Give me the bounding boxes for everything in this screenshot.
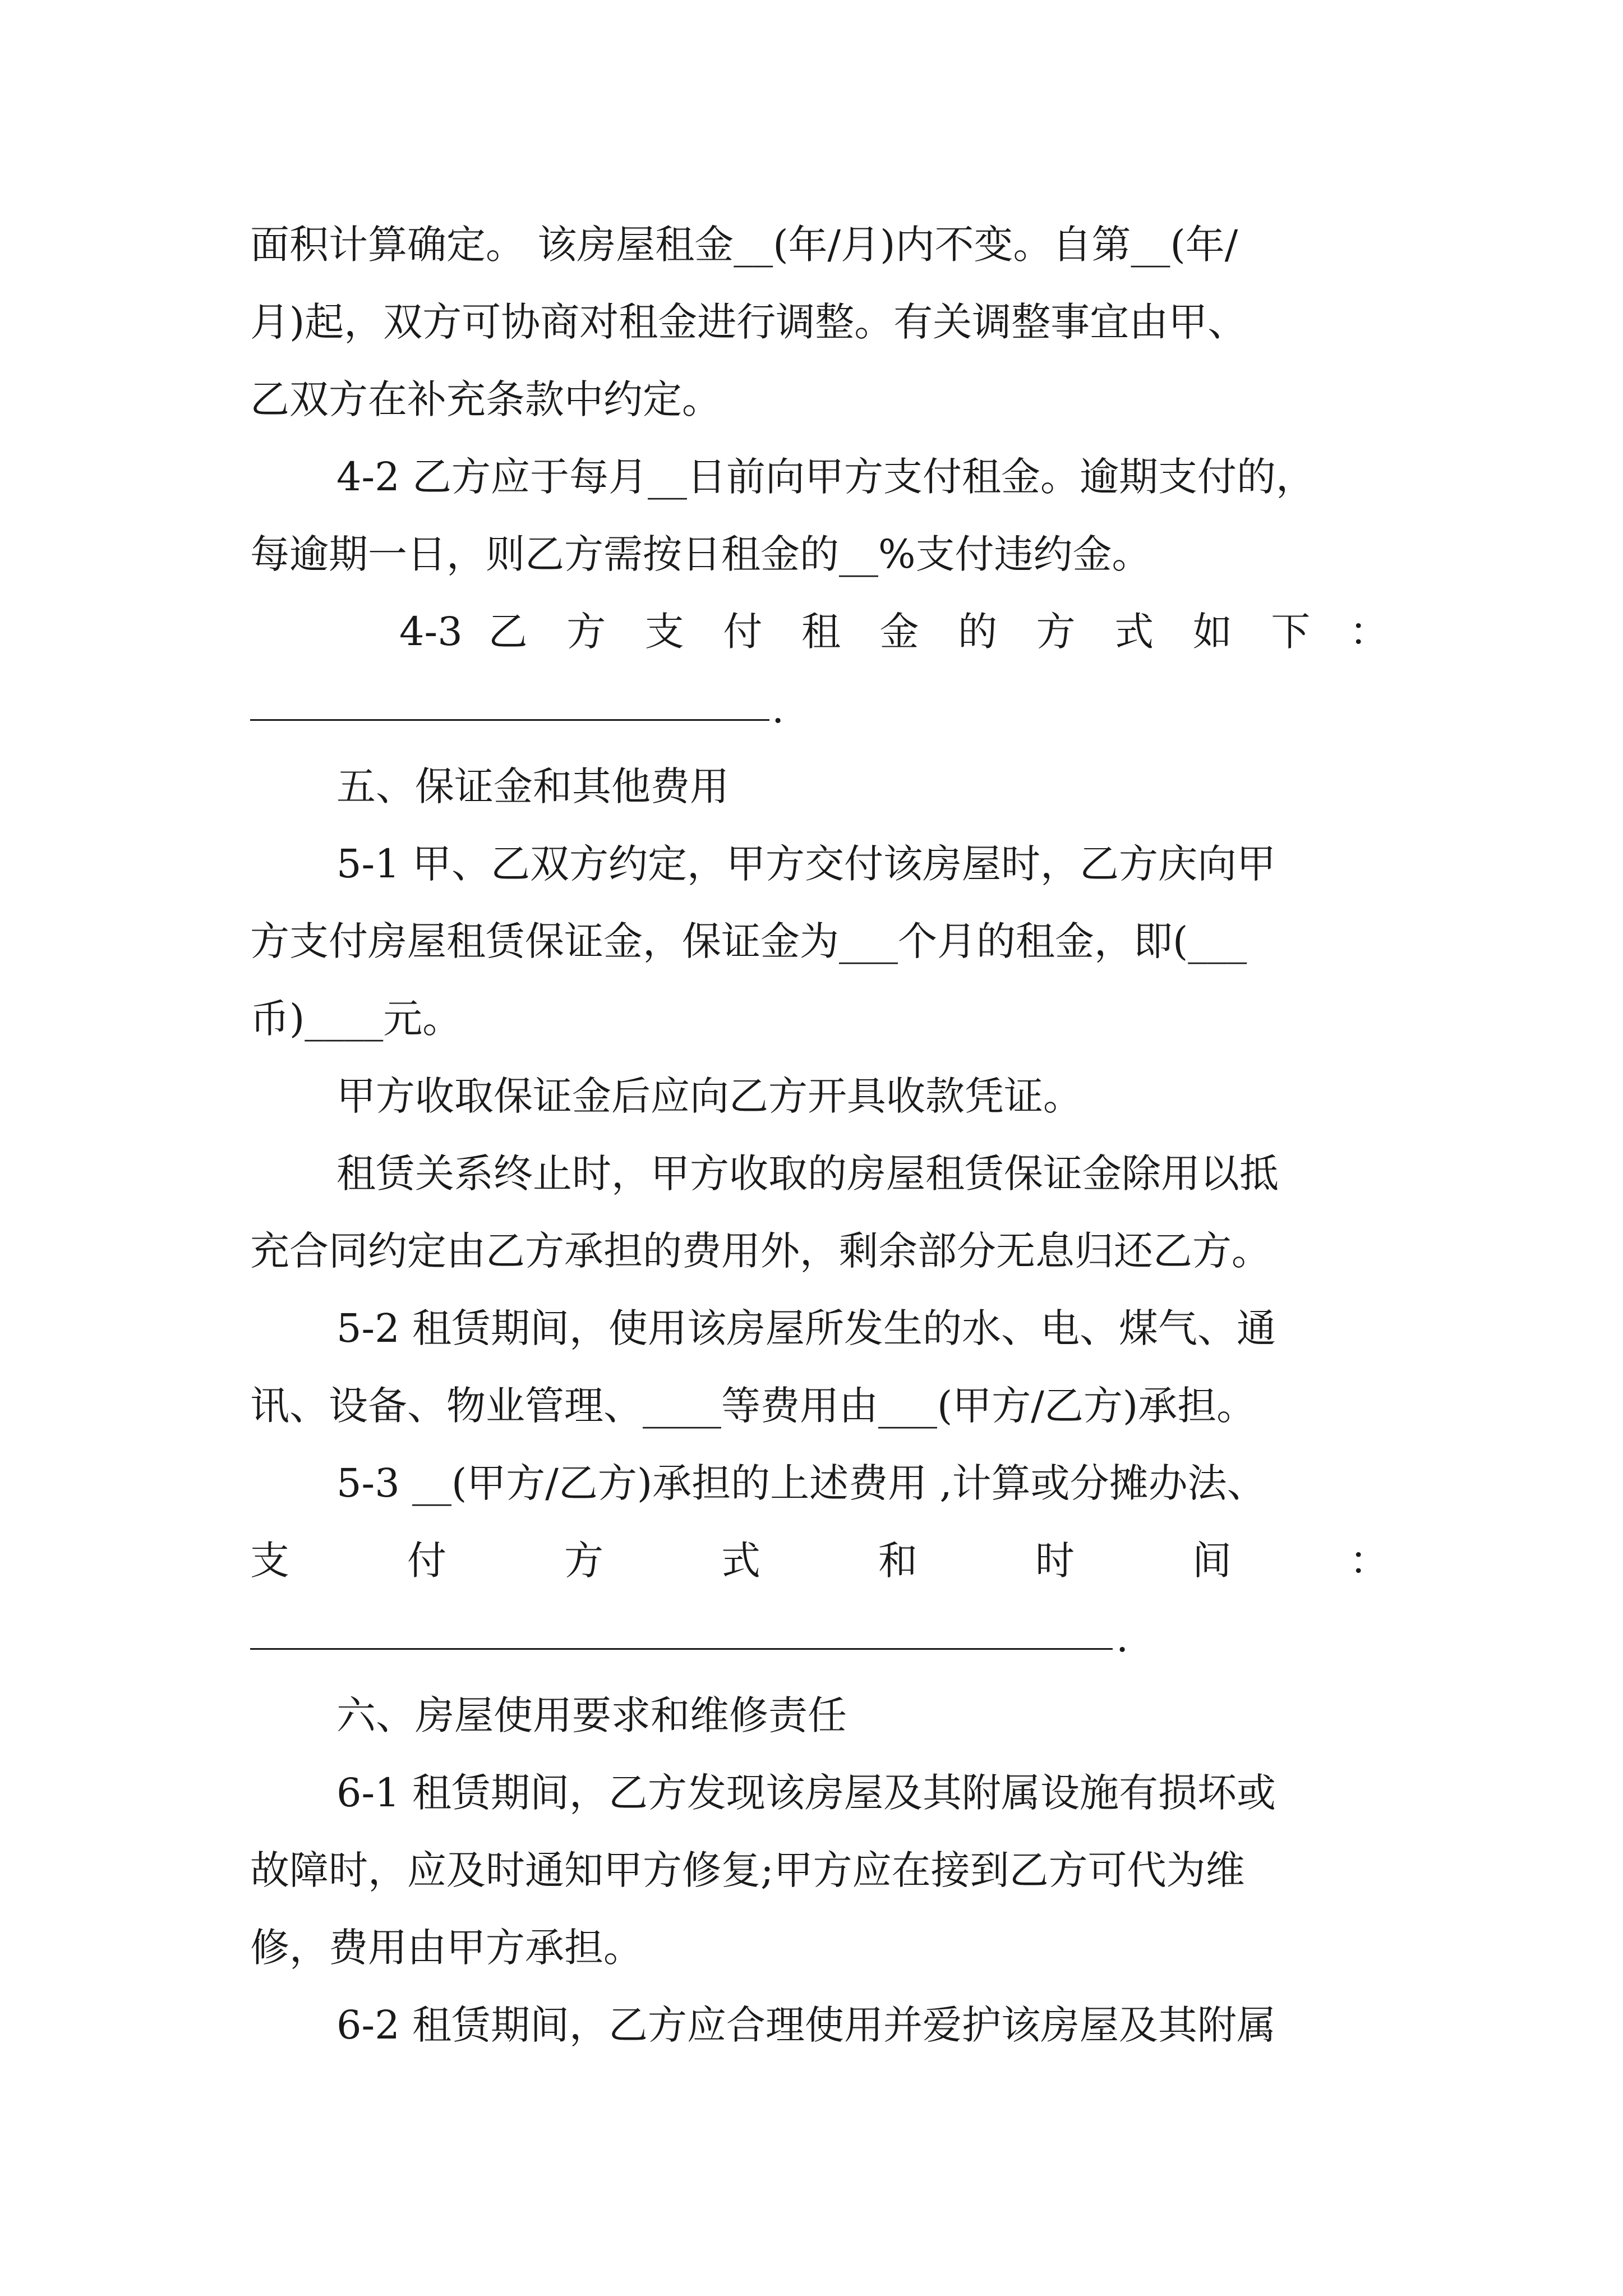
blank-terminator: .	[1116, 1615, 1129, 1661]
clause-4-3: 4-3 乙 方 支 付 租 金 的 方 式 如 下 ：	[399, 609, 1389, 655]
clause-5-3: 5-3 __(甲方/乙方)承担的上述费用 ,计算或分摊办法、	[336, 1460, 1266, 1506]
text-line: 方支付房屋租赁保证金，保证金为___个月的租金，即(___	[250, 918, 1247, 964]
text-line: 讯、设备、物业管理、____等费用由___(甲方/乙方)承担。	[250, 1383, 1256, 1429]
clause-6-2: 6-2 租赁期间，乙方应合理使用并爱护该房屋及其附属	[336, 2002, 1276, 2048]
text-line: 面积计算确定。 该房屋租金__(年/月)内不变。自第__(年/	[250, 222, 1238, 268]
text-line: 月)起，双方可协商对租金进行调整。有关调整事宜由甲、	[250, 299, 1247, 345]
blank-line	[250, 1648, 1113, 1650]
text-line: 充合同约定由乙方承担的费用外，剩余部分无息归还乙方。	[250, 1228, 1271, 1274]
text-line: 币)____元。	[250, 996, 462, 1042]
clause-6-1: 6-1 租赁期间，乙方发现该房屋及其附属设施有损坏或	[336, 1770, 1276, 1816]
text-line: 甲方收取保证金后应向乙方开具收款凭证。	[336, 1073, 1082, 1119]
blank-line	[250, 719, 769, 721]
text-line: 故障时，应及时通知甲方修复;甲方应在接到乙方可代为维	[250, 1847, 1245, 1893]
section-heading-6: 六、房屋使用要求和维修责任	[336, 1692, 847, 1738]
text-line: 租赁关系终止时，甲方收取的房屋租赁保证金除用以抵	[336, 1151, 1279, 1197]
clause-4-2: 4-2 乙方应于每月__日前向甲方支付租金。逾期支付的，	[336, 454, 1315, 500]
text-line: 支 付 方 式 和 时 间 ：	[250, 1538, 1389, 1584]
text-line: 修，费用由甲方承担。	[250, 1925, 643, 1971]
text-line: 每逾期一日，则乙方需按日租金的__%支付违约金。	[250, 531, 1151, 577]
section-heading-5: 五、保证金和其他费用	[336, 763, 729, 809]
clause-5-2: 5-2 租赁期间，使用该房屋所发生的水、电、煤气、通	[336, 1305, 1276, 1351]
clause-5-1: 5-1 甲、乙双方约定，甲方交付该房屋时，乙方庆向甲	[336, 841, 1276, 887]
blank-terminator: .	[772, 686, 785, 732]
text-line: 乙双方在补充条款中约定。	[250, 376, 721, 422]
